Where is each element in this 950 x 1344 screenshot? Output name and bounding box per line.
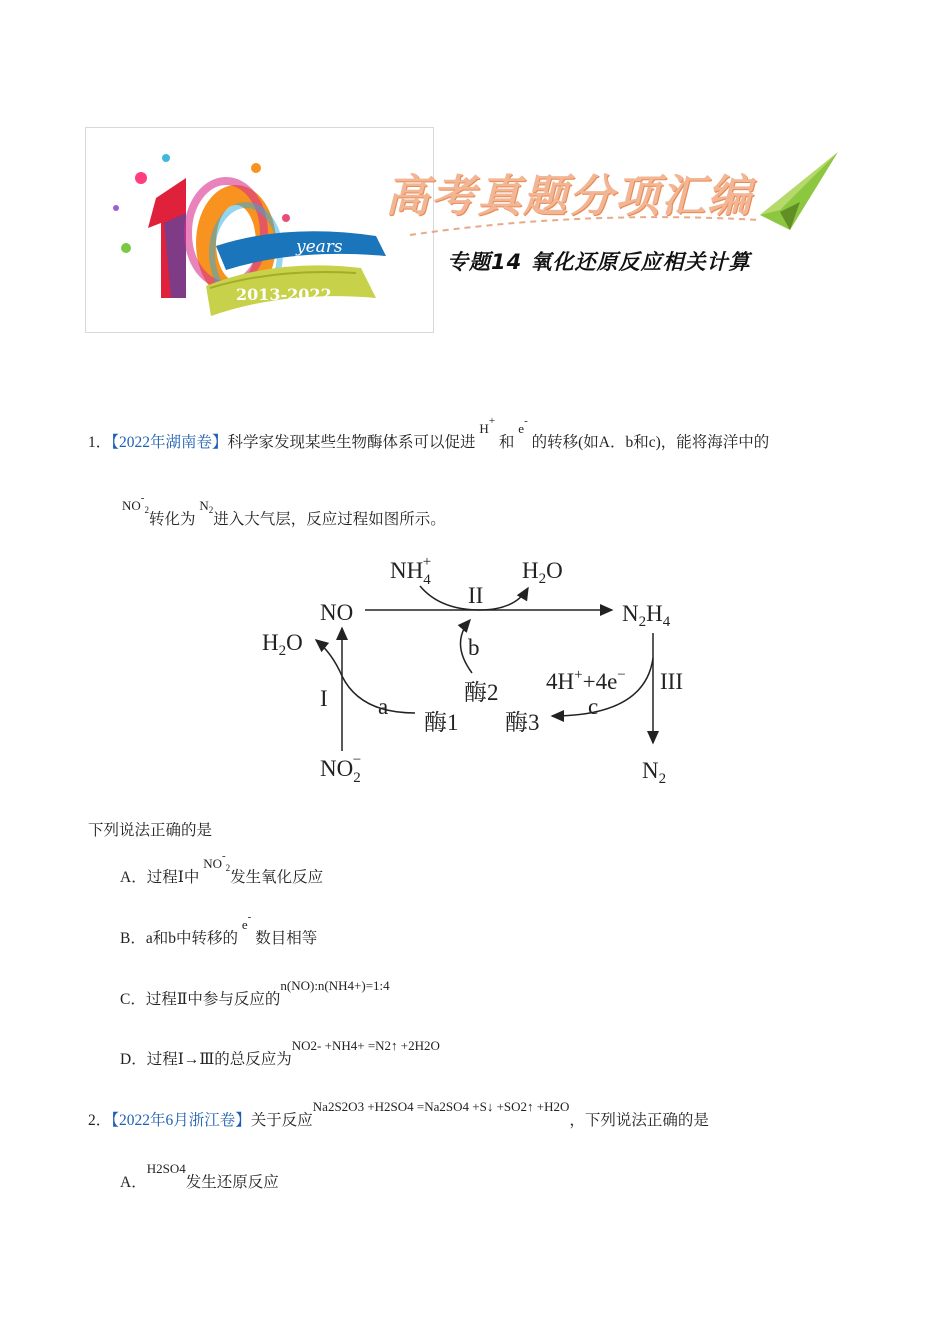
label-n2: $N_2$: [642, 758, 667, 787]
label-process-i: I: [320, 686, 328, 711]
option-text: a和b中转移的: [145, 930, 238, 947]
option-label: A．: [120, 1174, 147, 1191]
question-1-line-1: [88, 415, 770, 452]
option-b[interactable]: [120, 911, 318, 948]
label-process-ii: II: [468, 583, 484, 608]
label-a: a: [378, 694, 389, 719]
label-no2: $NO_2-$: [320, 752, 362, 786]
question-text: 和: [498, 434, 515, 451]
label-b: b: [468, 635, 480, 660]
label-enzyme-1: 酶1: [424, 710, 459, 735]
question-1-prompt: 下列说法正确的是: [88, 822, 213, 839]
label-no: NO: [320, 600, 354, 625]
option-a[interactable]: [120, 850, 324, 887]
question-text: 科学家发现某些生物酶体系可以促进: [227, 434, 476, 451]
label-reagent: 4H++4e−: [546, 667, 626, 694]
label-nh4: $NH_4+$: [390, 554, 432, 588]
question-text: 的转移(如A．b和c)，能将海洋中的: [531, 434, 770, 451]
option-label: B．: [120, 930, 146, 947]
formula-ratio: n(NO):n(NH4+)=1:4: [280, 978, 390, 993]
formula-e-minus: e-: [518, 415, 528, 436]
formula-n2: N2: [199, 498, 214, 515]
option-text: 发生还原反应: [185, 1174, 279, 1191]
option-a[interactable]: [120, 1161, 279, 1192]
option-c[interactable]: [120, 978, 390, 1009]
logo-years-text: years: [296, 237, 343, 257]
question-source: 【2022年湖南卷】: [111, 434, 228, 451]
question-2-line-1: [88, 1099, 709, 1130]
option-d[interactable]: [120, 1038, 440, 1069]
question-text: ，下列说法正确的是: [569, 1112, 709, 1129]
question-text: 关于反应: [250, 1112, 313, 1129]
formula-e-minus: e-: [241, 911, 252, 932]
label-c: c: [588, 694, 599, 719]
question-text: 转化为: [148, 511, 196, 528]
label-enzyme-2: 酶2: [464, 680, 499, 705]
banner-title: 高考真题分项汇编: [385, 171, 753, 222]
paper-plane-icon: [380, 140, 850, 260]
logo-range-text: 2013-2022: [236, 285, 332, 304]
option-label: D．: [120, 1051, 147, 1068]
question-text: 进入大气层，反应过程如图所示。: [213, 511, 446, 528]
banner-subtitle: 专题14 氧化还原反应相关计算: [447, 250, 751, 274]
option-label: A．: [120, 869, 147, 886]
formula-no2: NO-2: [122, 492, 149, 515]
formula-reaction: Na2S2O3 +H2SO4 =Na2SO4 +S↓ +SO2↑ +H2O: [312, 1099, 570, 1114]
label-n2h4: $N_2H_4$: [622, 601, 671, 630]
formula-total-reaction: NO2- +NH4+ =N2↑ +2H2O: [291, 1038, 440, 1053]
option-text: 发生氧化反应: [230, 869, 324, 886]
option-text: 过程Ⅰ→Ⅲ的总反应为: [146, 1051, 292, 1068]
question-source: 【2022年6月浙江卷】: [111, 1112, 251, 1129]
question-number: 1．: [88, 434, 112, 451]
formula-h2so4: H2SO4: [146, 1161, 186, 1176]
label-enzyme-3: 酶3: [505, 710, 540, 735]
label-h2o-left: $H_2O$: [262, 630, 303, 659]
formula-h-plus: H+: [479, 415, 496, 436]
option-text: 数目相等: [255, 930, 318, 947]
question-number: 2．: [88, 1112, 112, 1129]
option-text: 过程Ⅰ中: [146, 869, 200, 886]
option-text: 过程Ⅱ中参与反应的: [145, 991, 281, 1008]
label-h2o-top: $H_2O$: [522, 558, 563, 587]
question-1-line-2: [122, 492, 446, 529]
label-process-iii: III: [660, 669, 683, 694]
formula-no2: NO-2: [203, 850, 231, 873]
option-label: C．: [120, 991, 146, 1008]
reaction-diagram: [250, 548, 710, 793]
